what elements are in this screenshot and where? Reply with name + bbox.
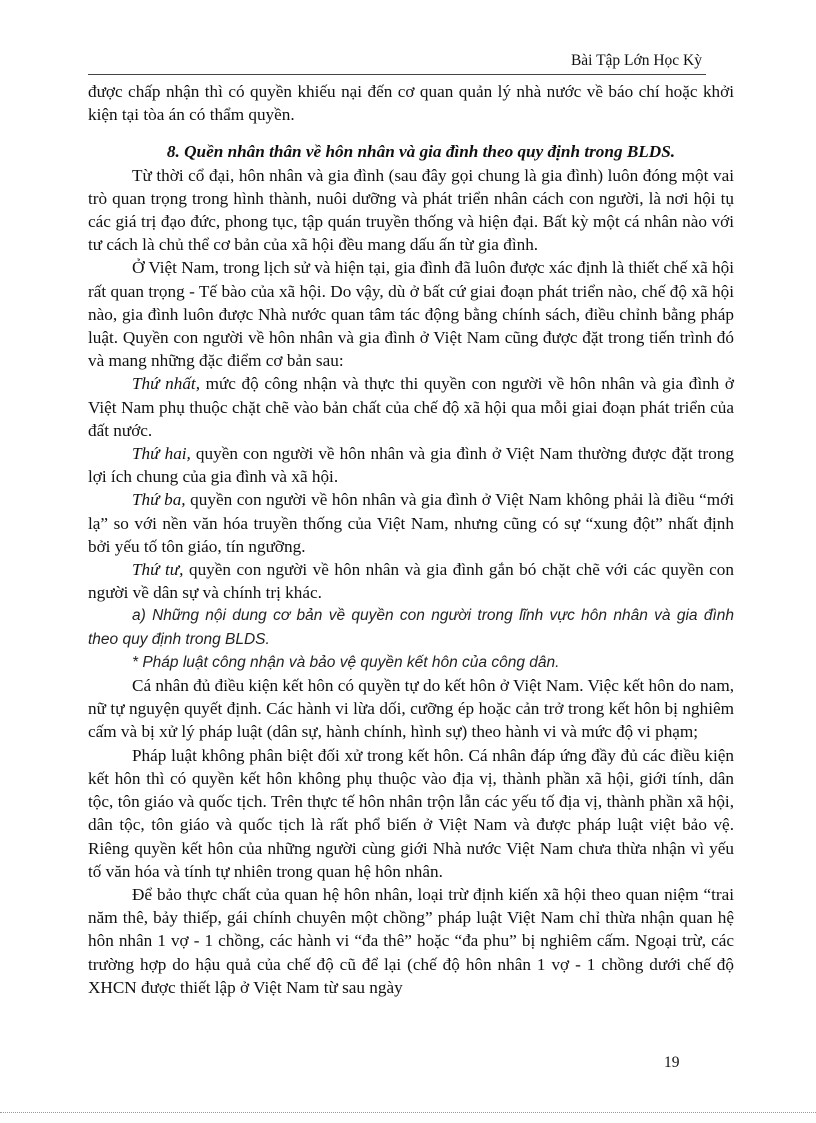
first-point-text: mức độ công nhận và thực thi quyền con người về hôn nhân và gia đình ở Việt Nam phụ thuộc chặt chẽ vào bản chất của chế độ xã hội qua mỗi giai đoạn phát triển của đất nước. bbox=[88, 374, 734, 440]
footer-divider bbox=[0, 1112, 816, 1113]
section-heading: 8. Quền nhân thân về hôn nhân và gia đình theo quy định trong BLDS. bbox=[166, 142, 676, 162]
fourth-point-lead: Thứ tư, bbox=[132, 560, 184, 580]
paragraph-second-point bbox=[88, 442, 734, 488]
paragraph-monogamy: Để bảo thực chất của quan hệ hôn nhân, loại trừ định kiến xã hội theo quan niệm “trai năm thê, bảy thiếp, gái chính chuyên một chồng” pháp luật Việt Nam chỉ thừa nhận quan hệ hôn nhân 1 vợ - 1 chồng, các hành vi “đa thê” hoặc “đa phu” bị nghiêm cấm. Ngoại trừ, các trường hợp do hậu quả của chế độ cũ để lại (chế độ hôn nhân 1 vợ - 1 chồng dưới chế độ XHCN được thiết lập ở Việt Nam từ sau ngày bbox=[88, 884, 734, 997]
subheading-star: * Pháp luật công nhận và bảo vệ quyền kết hôn của công dân. bbox=[132, 653, 560, 671]
paragraph-first-point bbox=[88, 372, 734, 442]
second-point-text: quyền con người về hôn nhân và gia đình ở Việt Nam thường được đặt trong lợi ích chung của gia đình và xã hội. bbox=[88, 444, 734, 487]
third-point-lead: Thứ ba, bbox=[132, 490, 186, 510]
paragraph-intro: Từ thời cổ đại, hôn nhân và gia đình (sau đây gọi chung là gia đình) luôn đóng một vai trò quan trọng trong hình thành, nuôi dưỡng và phát triển nhân cách con người, là nơi hội tụ các giá trị đạo đức, phong tục, tập quán truyền thống và hiện đại. Bất kỳ một cá nhân nào với tư cách là chủ thể cơ bản của xã hội đều mang dấu ấn từ gia đình. bbox=[88, 165, 734, 255]
subheading-a: a) Những nội dung cơ bản về quyền con người trong lĩnh vực hôn nhân và gia đình theo quy định trong BLDS. bbox=[88, 607, 734, 648]
page-number: 19 bbox=[664, 1054, 680, 1071]
first-point-lead: Thứ nhất, bbox=[132, 374, 200, 394]
header-title: Bài Tập Lớn Học Kỳ bbox=[570, 52, 702, 69]
paragraph-continuation: được chấp nhận thì có quyền khiếu nại đến cơ quan quản lý nhà nước về báo chí hoặc khởi kiện tại tòa án có thẩm quyền. bbox=[88, 82, 734, 125]
second-point-lead: Thứ hai, bbox=[132, 444, 191, 464]
third-point-text: quyền con người về hôn nhân và gia đình ở Việt Nam không phải là điều “mới lạ” so với nền văn hóa truyền thống của Việt Nam, nhưng cũng có sự “xung đột” nhất định bởi yếu tố tôn giáo, tín ngưỡng. bbox=[88, 490, 734, 556]
fourth-point-text: quyền con người về hôn nhân và gia đình gắn bó chặt chẽ với các quyền con người về dân sự và chính trị khác. bbox=[88, 560, 734, 603]
document-body bbox=[88, 80, 734, 999]
paragraph-fourth-point bbox=[88, 558, 734, 604]
paragraph-vietnam-family: Ở Việt Nam, trong lịch sử và hiện tại, gia đình đã luôn được xác định là thiết chế xã hội rất quan trọng - Tế bào của xã hội. Do vậy, dù ở bất cứ giai đoạn phát triển nào, chế độ xã hội nào, gia đình luôn được Nhà nước quan tâm tác động bằng chính sách, điều chỉnh bằng pháp luật. Quyền con người về hôn nhân và gia đình ở Việt Nam cũng được đặt trong tiến trình đó và mang những đặc điểm cơ bản sau: bbox=[88, 258, 735, 371]
page-header bbox=[88, 52, 706, 75]
paragraph-marriage-freedom: Cá nhân đủ điều kiện kết hôn có quyền tự do kết hôn ở Việt Nam. Việc kết hôn do nam, nữ tự nguyện quyết định. Các hành vi lừa dối, cưỡng ép hoặc cản trở trong kết hôn bị nghiêm cấm và bị xử lý pháp luật (dân sự, hành chính, hình sự) theo hành vi và mức độ vi phạm; bbox=[88, 676, 734, 742]
paragraph-non-discrimination: Pháp luật không phân biệt đối xử trong kết hôn. Cá nhân đáp ứng đầy đủ các điều kiện kết hôn thì có quyền kết hôn không phụ thuộc vào địa vị, thành phần xã hội, giới tính, dân tộc, tôn giáo và quốc tịch. Trên thực tế hôn nhân trộn lẫn các yếu tố địa vị, thành phần xã hội, dân tộc, tôn giáo và quốc tịch là rất phổ biến ở Việt Nam và được pháp luật việt bảo vệ. Riêng quyền kết hôn của những người cùng giới Nhà nước Việt Nam chưa thừa nhận vì yếu tố văn hóa và tính tự nhiên trong quan hệ hôn nhân. bbox=[88, 745, 734, 881]
paragraph-third-point bbox=[88, 488, 734, 558]
